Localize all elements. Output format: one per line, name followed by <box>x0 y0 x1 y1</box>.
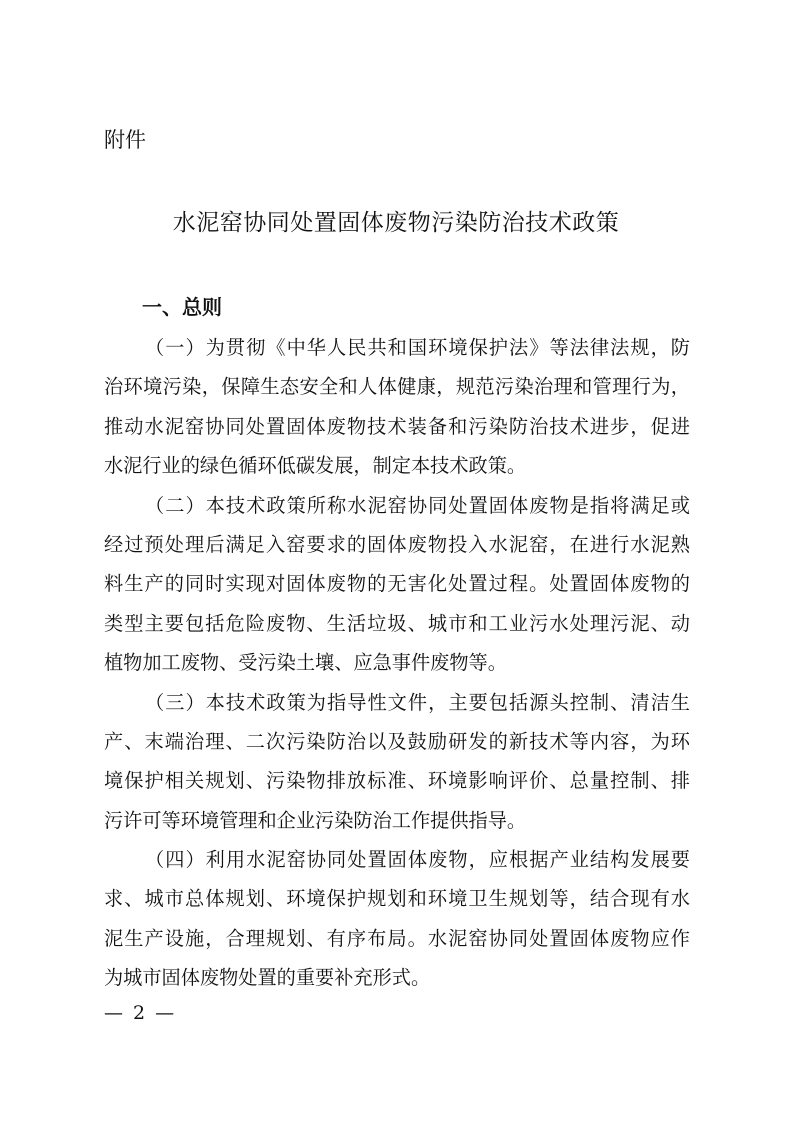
paragraph-line: 治环境污染，保障生态安全和人体健康，规范污染治理和管理行为， <box>104 375 690 399</box>
document-title: 水泥窑协同处置固体废物污染防治技术政策 <box>172 210 620 236</box>
paragraph-line: 为城市固体废物处置的重要补充形式。 <box>104 966 431 990</box>
paragraph-line: （二）本技术政策所称水泥窑协同处置固体废物是指将满足或 <box>145 493 690 517</box>
body-text <box>104 328 690 998</box>
paragraph-line: （一）为贯彻《中华人民共和国环境保护法》等法律法规，防 <box>145 336 690 359</box>
paragraph-2 <box>104 486 690 683</box>
paragraph-line: 料生产的同时实现对固体废物的无害化处置过程。处置固体废物的 <box>104 572 690 596</box>
paragraph-line: （三）本技术政策为指导性文件，主要包括源头控制、清洁生 <box>145 690 690 714</box>
paragraph-1 <box>104 328 690 486</box>
paragraph-line: 推动水泥窑协同处置固体废物技术装备和污染防治技术进步，促进 <box>104 414 690 438</box>
attachment-label: 附件 <box>104 128 146 152</box>
paragraph-3 <box>104 683 690 841</box>
page-number: — 2 — <box>104 1002 177 1024</box>
paragraph-line: 经过预处理后满足入窑要求的固体废物投入水泥窑，在进行水泥熟 <box>104 532 690 556</box>
paragraph-line: 类型主要包括危险废物、生活垃圾、城市和工业污水处理污泥、动 <box>104 611 690 635</box>
section-heading: 一、总则 <box>142 295 222 319</box>
paragraph-line: 泥生产设施，合理规划、有序布局。水泥窑协同处置固体废物应作 <box>104 926 690 950</box>
paragraph-line: 污许可等环境管理和企业污染防治工作提供指导。 <box>104 808 527 832</box>
paragraph-4 <box>104 840 690 998</box>
paragraph-line: 求、城市总体规划、环境保护规划和环境卫生规划等，结合现有水 <box>104 887 690 911</box>
paragraph-line: 水泥行业的绿色循环低碳发展，制定本技术政策。 <box>104 454 527 478</box>
paragraph-line: 产、末端治理、二次污染防治以及鼓励研发的新技术等内容，为环 <box>104 729 690 753</box>
paragraph-line: 植物加工废物、受污染土壤、应急事件废物等。 <box>104 651 507 675</box>
paragraph-line: （四）利用水泥窑协同处置固体废物，应根据产业结构发展要 <box>145 848 690 872</box>
paragraph-line: 境保护相关规划、污染物排放标准、环境影响评价、总量控制、排 <box>104 769 690 793</box>
